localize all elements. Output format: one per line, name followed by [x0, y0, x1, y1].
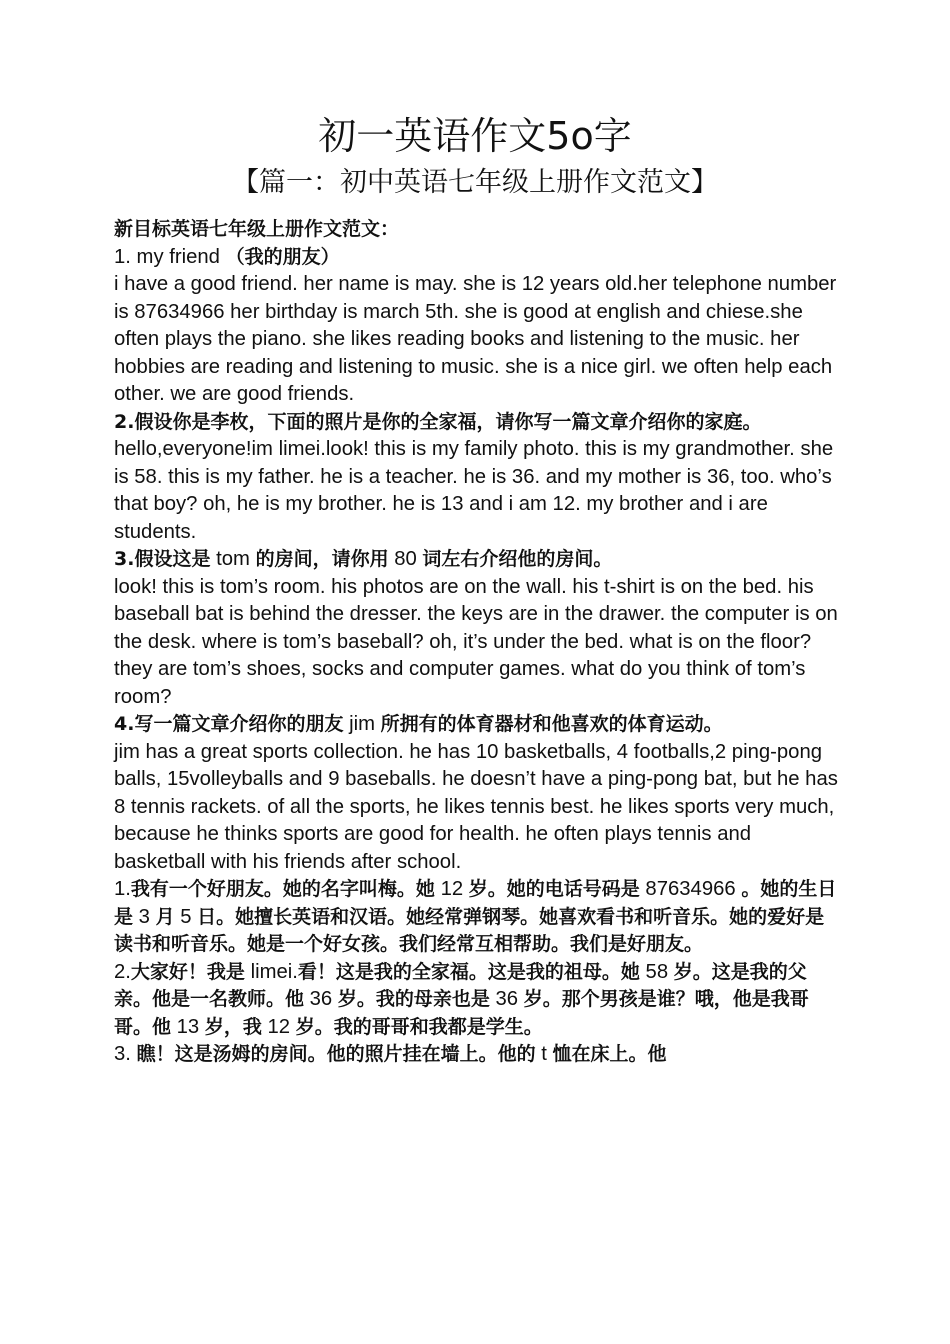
essay-2: 2.假设你是李枚，下面的照片是你的全家福，请你写一篇文章介绍你的家庭。hello,everyone!im limei.look! this is my family photo. this is my grandmother. she is 58. this is my father. he is a teacher. he is 36. and my mother is 36, too. who’s that boy? oh, he is my brother. he is 13 and i am 12. my brother and i are students. — [114, 410, 834, 543]
document-title: 初一英语作文5o字 — [318, 114, 632, 158]
essay-4-body: jim has a great sports collection. he has 10 basketballs, 4 footballs,2 ping-pong balls, 15volleyballs and 9 baseballs. he doesn’t have a ping-pong bat, but he has 8 tennis rackets. of all the sports, he likes tennis best. he likes sports very much, because he thinks sports are good for health. he often plays tennis and basketball with his friends after school. — [114, 740, 838, 873]
translation-2: 2.大家好！我是 limei.看！这是我的全家福。这是我的祖母。她 58 岁。这是我的父亲。他是一名教师。他 36 岁。我的母亲也是 36 岁。那个男孩是谁？哦，他是我哥哥。他 13 岁，我 12 岁。我的哥哥和我都是学生。 — [114, 960, 809, 1038]
translation-3: 3. 瞧！这是汤姆的房间。他的照片挂在墙上。他的 t 恤在床上。他 — [114, 1043, 667, 1065]
essay-3-body: look! this is tom’s room. his photos are on the wall. his t-shirt is on the bed. his baseball bat is behind the dresser. the keys are in the drawer. the computer is on the desk. where is tom’s baseball? oh, it’s under the bed. what is on the floor? they are tom’s shoes, socks and computer games. what do you think of tom’s room? — [114, 575, 838, 708]
essay-3-prompt: 3.假设这是 tom 的房间，请你用 80 词左右介绍他的房间。 — [114, 548, 613, 570]
section-heading: 新目标英语七年级上册作文范文： — [114, 218, 400, 240]
document-subtitle: 【篇一：初中英语七年级上册作文范文】 — [232, 167, 718, 198]
document-body — [114, 216, 838, 1069]
translation-1: 1.我有一个好朋友。她的名字叫梅。她 12 岁。她的电话号码是 87634966 。她的生日是 3 月 5 日。她擅长英语和汉语。她经常弹钢琴。她喜欢看书和听音乐。她的爱好是读书和听音乐。她是一个好女孩。我们经常互相帮助。我们是好朋友。 — [114, 878, 837, 955]
essay-1-body: i have a good friend. her name is may. she is 12 years old.her telephone number is 87634966 her birthday is march 5th. she is good at english and chiese.she often plays the piano. she likes reading books and listening to the music. her hobbies are reading and listening to music. she is a nice girl. we often help each other. we are good friends. — [114, 273, 837, 405]
essay-1-title: 1. my friend （我的朋友） — [114, 245, 340, 268]
essay-4-prompt: 4.写一篇文章介绍你的朋友 jim 所拥有的体育器材和他喜欢的体育运动。 — [114, 713, 723, 735]
